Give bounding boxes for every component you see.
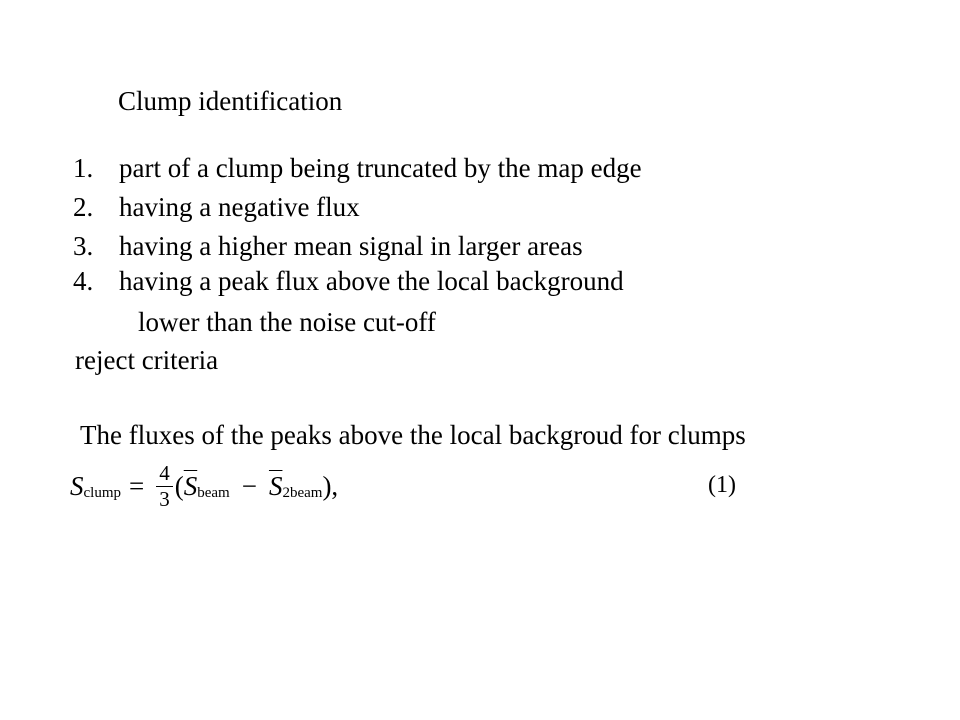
- eq-term1-symbol: $\overline{S}$: [183, 470, 198, 501]
- criteria-item-text: part of a clump being truncated by the map edge: [119, 153, 642, 183]
- eq-term1-subscript: beam: [197, 484, 230, 501]
- criteria-item-3: [73, 233, 583, 260]
- criteria-item-number: 4.: [73, 266, 94, 296]
- criteria-item-number: 3.: [73, 231, 94, 261]
- eq-term2-subscript: 2beam: [282, 484, 323, 501]
- eq-fraction-denominator: 3: [159, 486, 170, 511]
- criteria-item-number: 1.: [73, 153, 94, 183]
- eq-equals-sign: =: [129, 470, 145, 501]
- eq-close-paren: ),: [322, 470, 339, 501]
- eq-lhs-subscript: clump: [83, 484, 121, 501]
- criteria-item-4: [73, 268, 624, 295]
- slide-title: Clump identification: [118, 86, 343, 116]
- equation-number: (1): [708, 472, 736, 498]
- criteria-item-text: having a peak flux above the local background: [119, 266, 624, 296]
- criteria-item-1: [73, 155, 642, 182]
- eq-minus-sign: −: [241, 470, 257, 501]
- eq-fraction: [156, 460, 173, 511]
- reject-criteria-label: reject criteria: [75, 345, 219, 375]
- fluxes-sentence: The fluxes of the peaks above the local backgroud for clumps: [80, 420, 746, 450]
- criteria-item-4-continuation: lower than the noise cut-off: [138, 307, 436, 337]
- criteria-item-number: 2.: [73, 192, 94, 222]
- criteria-item-2: [73, 194, 360, 221]
- eq-term2-symbol: $\overline{S}$: [268, 470, 283, 501]
- equation-body: [70, 455, 338, 517]
- criteria-item-text: having a negative flux: [119, 192, 360, 222]
- criteria-item-text: having a higher mean signal in larger areas: [119, 231, 583, 261]
- eq-fraction-numerator: 4: [156, 463, 173, 487]
- eq-open-paren: (: [174, 470, 184, 501]
- eq-lhs-symbol: S: [70, 470, 84, 501]
- clump-flux-equation: [70, 455, 750, 517]
